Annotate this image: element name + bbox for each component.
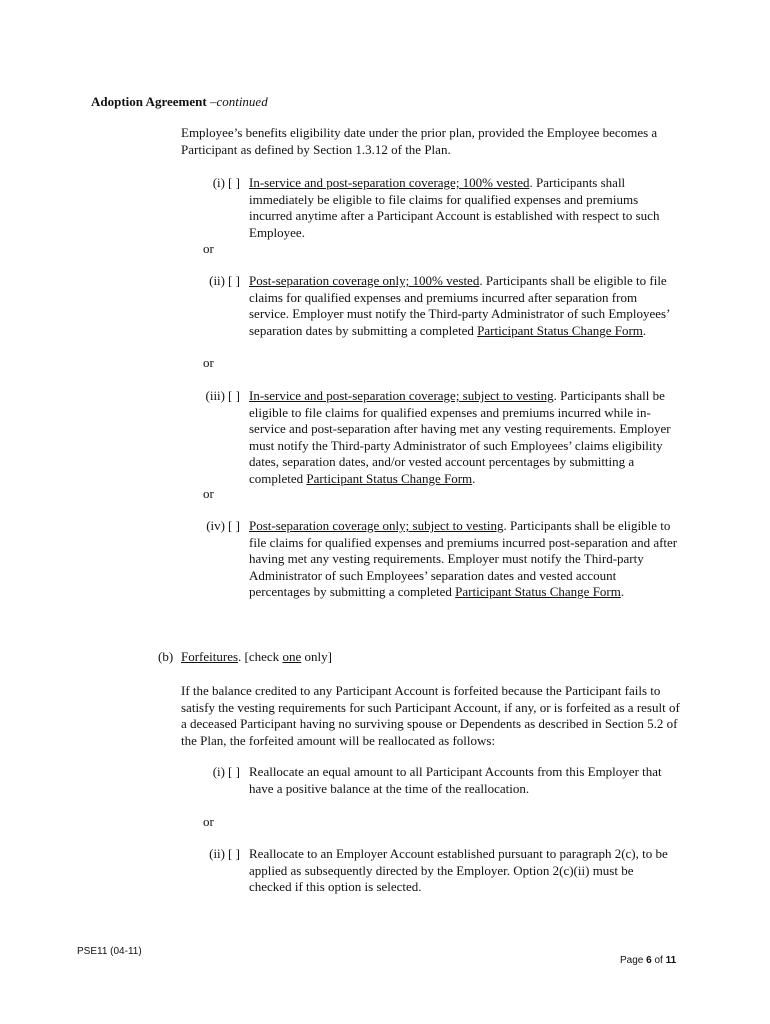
form-code: PSE11 (04-11) [77, 946, 142, 957]
option-title: Post-separation coverage only; subject to vesting [249, 518, 504, 533]
participant-status-change-form-link: Participant Status Change Form [477, 322, 643, 338]
option-text: Post-separation coverage only; 100% vested. Participants shall be eligible to file claims for qualified expenses and premiums incurred after separation from service. Employer must notify the Third-party Administrator of such Employees’ separation dates by submitting a completed Participant Status Change Form. [249, 273, 670, 338]
option-number: (iv) [206, 518, 225, 533]
option-body: . Participants shall be eligible to file claims for qualified expenses and premiums incurred post-separation and after having met any vesting requirements. Employer must notify the Third-party Administrator of such Employees’ separation dates and vested account percentages by submitting a completed [249, 518, 678, 600]
option-number: (ii) [209, 846, 225, 861]
or-separator: or [203, 355, 214, 370]
current-page: 6 [646, 955, 652, 966]
option-checkbox[interactable]: [ ] [228, 175, 240, 190]
option-body: . Participants shall immediately be eligible to file claims for qualified expenses and premiums incurred anytime after a Participant Account is established with respect to such Employee. [249, 175, 660, 240]
heading-subtitle: –continued [206, 94, 268, 109]
or-separator: or [203, 814, 214, 829]
check-one-emphasis: one [282, 649, 302, 664]
eligibility-intro: Employee’s benefits eligibility date under the prior plan, provided the Employee becomes a Participant as defined by Section 1.3.12 of the Plan. [181, 125, 658, 157]
option-text [249, 175, 679, 241]
section-label: (b) [158, 649, 174, 664]
or-separator: or [203, 486, 214, 501]
or-separator: or [203, 241, 214, 256]
option-body: . Participants shall be eligible to file claims for qualified expenses and premiums incurred after separation from service. Employer must notify the Third-party Administrator of such Employees’ separation dates by submitting a completed [249, 273, 670, 338]
page-heading [91, 94, 268, 111]
option-number: (i) [212, 175, 225, 190]
option-text: Post-separation coverage only; subject to vesting. Participants shall be eligible to file claims for qualified expenses and premiums incurred post-separation and after having met any vesting requirements. Employer must notify the Third-party Administrator of such Employees’ separation dates and vested account percentages by submitting a completed Participant Status Change Form. [249, 518, 678, 600]
option-checkbox[interactable]: [ ] [228, 846, 240, 861]
forfeitures-paragraph: If the balance credited to any Participant Account is forfeited because the Participant fails to satisfy the vesting requirements for such Participant Account, if any, or is forfeited as a result of a deceased Participant having no surviving spouse or Dependents as described in Section 5.2 of the Plan, the forfeited amount will be reallocated as follows: [181, 683, 680, 748]
option-body: . Participants shall be eligible to file claims for qualified expenses and premiums incurred while in-service and post-separation after having met any vesting requirements. Employer must notify the Third-party Administrator of such Employees’ claims eligibility dates, separation dates, and/or vested account percentages by submitting a completed [249, 388, 671, 486]
option-text: In-service and post-separation coverage; subject to vesting. Participants shall be eligible to file claims for qualified expenses and premiums incurred while in-service and post-separation after having met any vesting requirements. Employer must notify the Third-party Administrator of such Employees’ claims eligibility dates, separation dates, and/or vested account percentages by submitting a completed Participant Status Change Form. [249, 388, 671, 486]
option-title: Post-separation coverage only; 100% vested [249, 273, 480, 288]
page-number: Page 6 of 11 [620, 955, 677, 966]
option-checkbox[interactable]: [ ] [228, 518, 240, 533]
forfeitures-title: Forfeitures [181, 649, 239, 664]
option-title: In-service and post-separation coverage; subject to vesting [249, 388, 554, 403]
option-title: In-service and post-separation coverage; 100% vested [249, 175, 530, 190]
option-number: (iii) [205, 388, 225, 403]
heading-title: Adoption Agreement [91, 94, 207, 109]
option-checkbox[interactable]: [ ] [228, 273, 240, 288]
option-text: Reallocate to an Employer Account established pursuant to paragraph 2(c), to be applied as subsequently directed by the Employer. Option 2(c)(ii) must be checked if this option is selected. [249, 846, 668, 895]
option-checkbox[interactable]: [ ] [228, 764, 240, 779]
total-pages: 11 [665, 955, 677, 966]
option-number: (i) [212, 764, 225, 779]
option-text: Reallocate an equal amount to all Participant Accounts from this Employer that have a positive balance at the time of the reallocation. [249, 764, 662, 796]
forfeitures-heading: (b) Forfeitures. [check one only] [158, 649, 332, 664]
participant-status-change-form-link: Participant Status Change Form [306, 470, 473, 486]
option-checkbox[interactable]: [ ] [228, 388, 240, 403]
option-number: (ii) [209, 273, 225, 288]
participant-status-change-form-link: Participant Status Change Form [455, 584, 621, 600]
